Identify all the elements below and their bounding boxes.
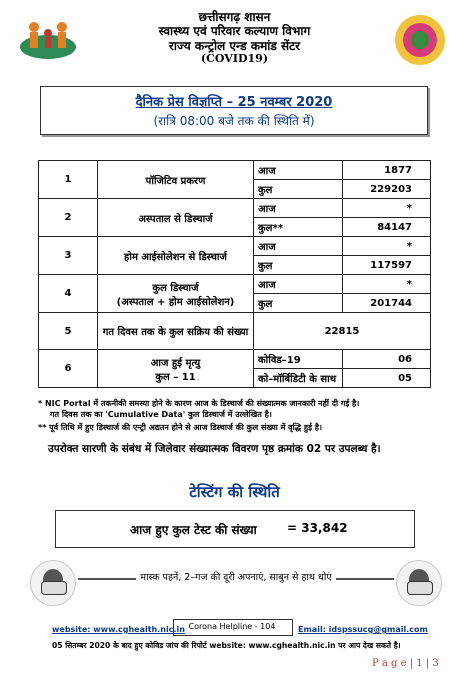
row-value: 1877 bbox=[343, 161, 431, 180]
serial-number: 6 bbox=[39, 350, 98, 388]
row-value: 201744 bbox=[343, 294, 431, 313]
website-link[interactable]: website: www.cghealth.nic.in bbox=[52, 625, 185, 634]
serial-number: 4 bbox=[39, 275, 98, 313]
row-description-line2: (अस्पताल + होम आईसोलेशन) bbox=[116, 296, 235, 308]
row-value: * bbox=[343, 275, 431, 294]
footnote-1: * NIC Portal में तकनीकी समस्या होने के कारण आज के डिस्चार्ज की संख्यात्मक जानकारी नहीं दी गई है। bbox=[38, 399, 360, 408]
safety-slogan bbox=[78, 570, 394, 583]
row-label: आज bbox=[254, 237, 343, 256]
row-description-line1: आज हुई मृत्यु bbox=[150, 357, 201, 369]
row-label: कुल** bbox=[254, 218, 343, 237]
table-row bbox=[39, 275, 431, 294]
row-value: * bbox=[343, 199, 431, 218]
press-title: दैनिक प्रेस विज्ञप्ति – 25 नवम्बर 2020 bbox=[135, 95, 333, 110]
row-value: 117597 bbox=[343, 256, 431, 275]
row-description-line2: कुल – 11 bbox=[155, 371, 196, 383]
covid-stats-table bbox=[38, 160, 431, 388]
row-description: पॉजिटिव प्रकरण bbox=[98, 161, 254, 199]
row-label: कुल bbox=[254, 294, 343, 313]
header-govt: छत्तीसगढ़ शासन bbox=[198, 10, 271, 24]
serial-number: 5 bbox=[39, 313, 98, 350]
row-value: 229203 bbox=[343, 180, 431, 199]
table-row bbox=[39, 313, 431, 350]
row-value: * bbox=[343, 237, 431, 256]
row-label: आज bbox=[254, 161, 343, 180]
page-number: P a g e | 1 | 3 bbox=[372, 658, 439, 669]
row-label: को–मॉर्बिडिटी के साथ bbox=[254, 369, 343, 388]
header-control-centre: राज्य कन्ट्रोल एन्ड कमांड सेंटर bbox=[168, 39, 301, 53]
table-row bbox=[39, 161, 431, 180]
header-covid: (COVID19) bbox=[200, 52, 269, 65]
testing-value: = 33,842 bbox=[287, 521, 348, 535]
press-subtitle: (रात्रि 08:00 बजे तक की स्थिति में) bbox=[153, 114, 315, 128]
testing-label: आज हुए कुल टेस्ट की संख्या bbox=[130, 523, 257, 537]
serial-number: 3 bbox=[39, 237, 98, 275]
row-value: 05 bbox=[343, 369, 431, 388]
row-description: होम आईसोलेशन से डिस्चार्ज bbox=[98, 237, 254, 275]
row-label: आज bbox=[254, 199, 343, 218]
serial-number: 2 bbox=[39, 199, 98, 237]
table-row bbox=[39, 237, 431, 256]
table-row bbox=[39, 199, 431, 218]
header-department: स्वास्थ्य एवं परिवार कल्याण विभाग bbox=[158, 24, 311, 38]
row-value: 22815 bbox=[254, 313, 431, 350]
testing-title: टेस्टिंग की स्थिति bbox=[189, 483, 280, 501]
health-mission-logo-icon bbox=[395, 15, 445, 65]
district-detail-note: उपरोक्त सारणी के संबंध में जिलेवार संख्यात्मक विवरण पृष्ठ क्रमांक 02 पर उपलब्ध है। bbox=[48, 443, 381, 455]
safety-slogan-text: मास्क पहनें, 2–गज की दूरी अपनाएं, साबुन से हाथ धोएं bbox=[136, 572, 335, 583]
row-label: कुल bbox=[254, 256, 343, 275]
footnote-1-cont: गत दिवस तक का 'Cumulative Data' कुल डिस्चार्ज में उल्लेखित है। bbox=[50, 410, 272, 419]
serial-number: 1 bbox=[39, 161, 98, 199]
table-row bbox=[39, 350, 431, 369]
row-value: 84147 bbox=[343, 218, 431, 237]
row-label: कोविड–19 bbox=[254, 350, 343, 369]
report-website-note: 05 सितम्बर 2020 के बाद हुए कोविड जांच की रिपोर्ट website: www.cghealth.nic.in पर आप देख सकते है। bbox=[52, 641, 401, 650]
row-description: गत दिवस तक के कुल सक्रिय की संख्या bbox=[98, 313, 254, 350]
row-label: कुल bbox=[254, 180, 343, 199]
email-link[interactable]: Email: idspssucg@gmail.com bbox=[298, 625, 428, 634]
row-value: 06 bbox=[343, 350, 431, 369]
mask-person-icon bbox=[30, 560, 76, 606]
row-description: अस्पताल से डिस्चार्ज bbox=[98, 199, 254, 237]
row-label: आज bbox=[254, 275, 343, 294]
family-welfare-logo-icon bbox=[18, 17, 78, 63]
row-description-line1: कुल डिस्चार्ज bbox=[152, 282, 199, 294]
mask-person-icon bbox=[396, 560, 442, 606]
row-description bbox=[98, 350, 254, 388]
footnote-2: ** पूर्व तिथि में हुए डिस्चार्ज की एन्ट्री अद्यतन होने से आज डिस्चार्ज की कुल संख्या में वृद्धि हुई है। bbox=[38, 423, 323, 432]
helpline-text: Corona Helpline - 104 bbox=[188, 622, 276, 631]
row-description bbox=[98, 275, 254, 313]
